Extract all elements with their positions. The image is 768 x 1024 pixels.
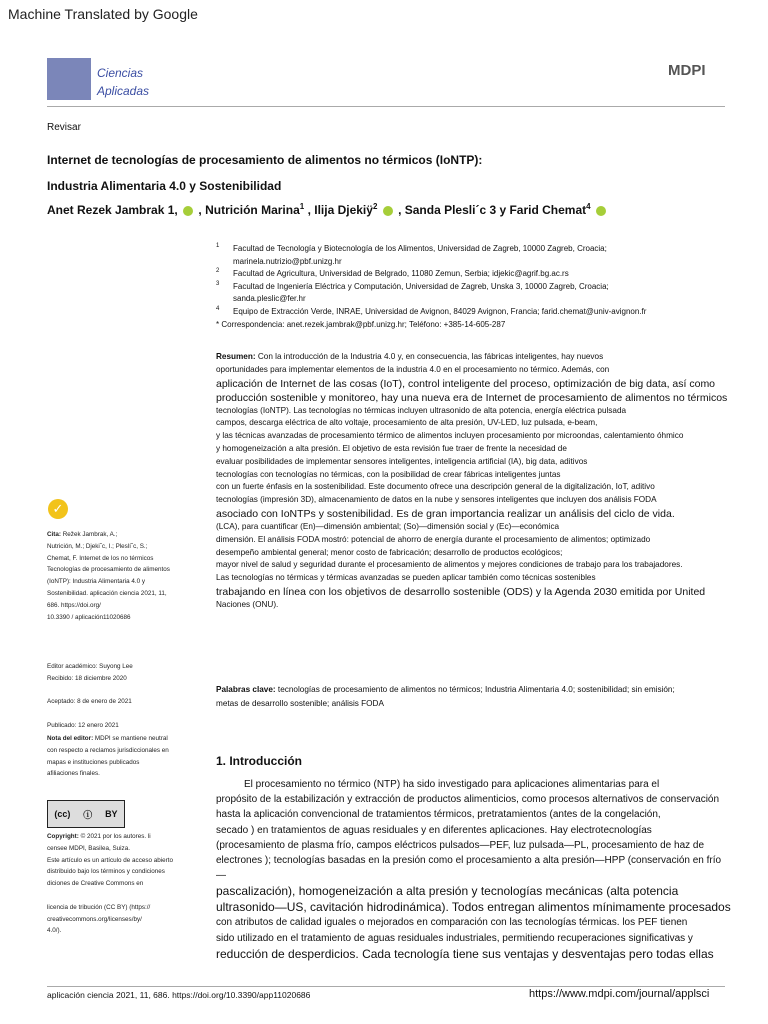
- paragraph-line: El procesamiento no térmico (NTP) ha sido investigado para aplicaciones alimentarias para el: [244, 779, 660, 790]
- abstract-line: producción sostenible y monitoreo, hay una nueva era de Internet de procesamiento de alimentos no térmicos: [216, 391, 728, 404]
- sidebar-line: Recibido: 18 diciembre 2020: [47, 674, 127, 682]
- paragraph-line: hasta la aplicación convencional de tratamientos térmicos, pretratamientos (antes de la congelación,: [216, 809, 661, 821]
- publisher-logo: MDPI: [668, 62, 706, 79]
- abstract: Resumen: Con la introducción de la Industria 4.0 y, en consecuencia, las fábricas inteligentes, hay nuevos oportunidades para implementar elementos de la industria 4.0 en el procesamiento no térmico. Además, con aplicación de Internet de las cosas (IoT), control inteligente del proceso, optimización de big data, así como producción sostenible y monitoreo, hay una nueva era de Internet de procesamiento de alimentos no térmicos tecnologías (IoNTP). Las tecnologías no térmicas incluyen ultrasonido de alta potencia, energía eléctrica pulsada campos, descarga eléctrica de alto voltaje, procesamiento de alta presión, UV-LED, luz pulsada, e-beam, y las técnicas avanzadas de procesamiento térmico de alimentos incluyen procesamiento por microondas, calentamiento óhmico y homogeneización a alta presión. El objetivo de esta revisión fue traer de frente la necesidad de evaluar posibilidades de implementar sensores inteligentes, inteligencia artificial (IA), big data, aditivos tecnologías con tecnologías no térmicas, con la posibilidad de crear fábricas inteligentes juntas con un fuerte énfasis en la sostenibilidad. Este documento ofrece una descripción general de la digitalización, IoT, aditivo tecnologías (impresión 3D), almacenamiento de datos en la nube y sensores inteligentes que incluyen dos análisis FODA asociado con IoNTPs y sostenibilidad. Es de gran importancia realizar un análisis del ciclo de vida. (LCA), para cuantificar (En)—dimensión ambiental; (So)—dimensión social y (Ec)—económica dimensión. El análisis FODA mostró: potencial de ahorro de energía durante el procesamiento de alimentos; optimizado desempeño ambiental general; menor costo de fabricación; desarrollo de productos ecológicos; mayor nivel de salud y seguridad durante el procesamiento de alimentos y mejores condiciones de trabajo para los trabajadores. Las tecnologías no térmicas y térmicas avanzadas se pueden aplicar también como técnicas sostenibles trabajando en línea con los objetivos de desarrollo sostenible (ODS) y la Agenda 2030 emitida por United Naciones (ONU).: [216, 351, 731, 612]
- sidebar-line: 10.3390 / aplicación11020686: [47, 613, 131, 621]
- sidebar-line: [47, 685, 197, 697]
- abstract-line: tecnologías (impresión 3D), almacenamiento de datos en la nube y sensores inteligentes que incluyen dos análisis FODA: [216, 495, 657, 505]
- abstract-line: y las técnicas avanzadas de procesamiento térmico de alimentos incluyen procesamiento por microondas, calentamiento óhmico: [216, 431, 684, 441]
- orcid-icon[interactable]: [383, 206, 393, 216]
- affiliation-item: 4 Equipo de Extracción Verde, INRAE, Universidad de Avignon, 84029 Avignon, Francia; farid.chemat@univ-avignon.fr: [216, 305, 647, 316]
- machine-translation-banner: Machine Translated by Google: [8, 6, 198, 22]
- publication-dates: [47, 661, 197, 732]
- paragraph-line: (procesamiento de plasma frío, campos eléctricos pulsados—PEF, luz pulsada—PL, procesamiento de haz de: [216, 839, 705, 851]
- sidebar-line: afiliaciones finales.: [47, 770, 100, 778]
- footer-citation: aplicación ciencia 2021, 11, 686. https://doi.org/10.3390/app11020686: [47, 990, 311, 1000]
- abstract-line: aplicación de Internet de las cosas (IoT), control inteligente del proceso, optimización de big data, así como: [216, 377, 716, 390]
- abstract-line: tecnologías (IoNTP). Las tecnologías no térmicas incluyen ultrasonido de alta potencia, energía eléctrica pulsada: [216, 405, 627, 415]
- sidebar-line: mapas e instituciones publicados: [47, 758, 140, 766]
- sidebar-line: Editor académico: Suyong Lee: [47, 663, 133, 670]
- sidebar-line: diciones de Creative Commons en: [47, 880, 144, 888]
- header-divider: [47, 106, 725, 107]
- sidebar-line: 686. https://doi.org/: [47, 601, 101, 609]
- paragraph-line: electrones ); tecnologías basadas en la presión como el procesamiento a alta presión—HPP (conservación en frío—: [216, 855, 722, 882]
- abstract-line: campos, descarga eléctrica de alto voltaje, procesamiento de alta presión, UV-LED, luz pulsada, e-beam,: [216, 418, 598, 428]
- sidebar-line: Tecnologías de procesamiento de alimentos: [47, 566, 170, 574]
- abstract-line: Naciones (ONU).: [216, 599, 279, 609]
- sidebar-line: Publicado: 12 enero 2021: [47, 721, 119, 729]
- introduction-text: [216, 777, 731, 962]
- paragraph-line: reducción de desperdicios. Cada tecnología tiene sus ventajas y desventajas pero todas ellas: [216, 946, 714, 961]
- abstract-line: evaluar posibilidades de implementar sensores inteligentes, inteligencia artificial (IA), big data, aditivos: [216, 456, 588, 466]
- sidebar-line: Chemat, F. Internet de los no térmicos: [47, 554, 154, 562]
- sidebar-line: Este artículo es un artículo de acceso abierto: [47, 856, 174, 864]
- sidebar-line: Nutrición, M.; Djekiˇc, I.; Pleslíˇc, S.;: [47, 542, 148, 550]
- orcid-icon[interactable]: [596, 206, 606, 216]
- article-type: Revisar: [47, 122, 81, 133]
- paragraph-line: sido utilizado en el tratamiento de aguas residuales industriales, permitiendo recuperaciones significativas y: [216, 932, 693, 944]
- cc-by-license-icon[interactable]: (cc) ⓘ BY: [47, 800, 125, 828]
- sidebar-line: Cita: Režek Jambrak, A.;: [47, 531, 118, 538]
- sidebar-line: (IoNTP): Industria Alimentaria 4.0 y: [47, 578, 145, 586]
- sidebar-line: Nota del editor: MDPI se mantiene neutral: [47, 735, 168, 742]
- sidebar-label: Copyright:: [47, 833, 79, 840]
- section-heading: 1. Introducción: [216, 754, 303, 768]
- orcid-icon[interactable]: [183, 206, 193, 216]
- abstract-line: dimensión. El análisis FODA mostró: potencial de ahorro de energía durante el procesamiento de alimentos; optimizado: [216, 534, 651, 544]
- sidebar-line: distribuido bajo los términos y condiciones: [47, 868, 165, 876]
- affiliation-item: 1 Facultad de Tecnología y Biotecnología de los Alimentos, Universidad de Zagreb, 10000 Zagreb, Croacia; marinela.nutrizio@pbf.unizg.hr: [216, 243, 607, 266]
- article-title: Internet de tecnologías de procesamiento de alimentos no térmicos (IoNTP): Industria Alimentaria 4.0 y Sostenibilidad: [47, 153, 483, 193]
- sidebar-line: censee MDPI, Basilea, Suiza.: [47, 844, 130, 852]
- sidebar-line: creativecommons.org/licenses/by/: [47, 915, 142, 923]
- sidebar-label: Cita:: [47, 531, 61, 538]
- abstract-line: desempeño ambiental general; menor costo de fabricación; desarrollo de productos ecológicos;: [216, 547, 563, 557]
- abstract-line: Las tecnologías no térmicas y térmicas avanzadas se pueden aplicar también como técnicas sostenibles: [216, 573, 596, 583]
- paragraph-line: propósito de la estabilización y extracción de productos alimenticios, como procesos alternativos de conservación: [216, 794, 720, 806]
- affiliations: [216, 243, 726, 331]
- journal-logo-icon: [47, 58, 91, 100]
- abstract-line: trabajando en línea con los objetivos de desarrollo sostenible (ODS) y la Agenda 2030 emitida por United: [216, 585, 706, 598]
- journal-name: Ciencias Aplicadas: [97, 66, 150, 98]
- abstract-line: (LCA), para cuantificar (En)—dimensión ambiental; (So)—dimensión social y (Ec)—económica: [216, 521, 560, 531]
- abstract-line: asociado con IoNTPs y sostenibilidad. Es de gran importancia realizar un análisis del ciclo de vida.: [216, 507, 675, 520]
- abstract-line: y homogeneización a alta presión. El objetivo de esta revisión fue traer de frente la necesidad de: [216, 443, 567, 453]
- sidebar-label: Nota del editor:: [47, 735, 94, 742]
- check-for-updates-icon[interactable]: ✓: [48, 499, 68, 519]
- footer-divider: [47, 986, 725, 987]
- abstract-line: tecnologías con tecnologías no térmicas, con la posibilidad de crear fábricas inteligentes juntas: [216, 469, 561, 479]
- affiliation-item: 2 Facultad de Agricultura, Universidad de Belgrado, 11080 Zemun, Serbia; idjekic@agrif.bg.ac.rs: [216, 268, 569, 279]
- copyright: [47, 831, 197, 937]
- sidebar-line: [47, 890, 197, 902]
- sidebar-line: Aceptado: 8 de enero de 2021: [47, 698, 132, 706]
- paragraph-line: pascalización), homogeneización a alta presión y tecnologías mecánicas (alta potencia: [216, 884, 679, 899]
- publisher-note: [47, 733, 197, 780]
- abstract-line: mayor nivel de salud y seguridad durante el procesamiento de alimentos y mejores condiciones de trabajo para los trabajadores.: [216, 560, 683, 570]
- sidebar-line: con respecto a reclamos jurisdiccionales en: [47, 746, 169, 754]
- paragraph-line: secado ) en tratamientos de aguas residuales y en diferentes aplicaciones. Hay electrotecnologías: [216, 824, 652, 836]
- correspondence: * Correspondencia: anet.rezek.jambrak@pbf.unizg.hr; Teléfono: +385-14-605-287: [216, 319, 506, 329]
- sidebar-line: Copyright: © 2021 por los autores. li: [47, 833, 151, 840]
- sidebar-line: licencia de tribución (CC BY) (https://: [47, 903, 151, 911]
- abstract-line: con un fuerte énfasis en la sostenibilidad. Este documento ofrece una descripción general de la digitalización, IoT, aditivo: [216, 482, 655, 492]
- abstract-line: oportunidades para implementar elementos de la industria 4.0 en el procesamiento no térmico. Además, con: [216, 364, 610, 374]
- sidebar-line: [47, 708, 197, 720]
- paragraph-line: ultrasonido—US, cavitación hidrodinámica). Todos entregan alimentos mínimamente procesados: [216, 900, 731, 915]
- citation: [47, 529, 197, 623]
- sidebar-line: Sostenibilidad. aplicación ciencia 2021, 11,: [47, 589, 167, 597]
- author-list: Anet Rezek Jambrak 1, , Nutrición Marina$^1$ , Ilija Djekiÿ$^2$ , Sanda Plesli´c 3 y Farid Chemat$^4$: [47, 202, 608, 217]
- paragraph-line: con atributos de calidad iguales o mejorados en comparación con las tecnologías térmicas. los PEF tienen: [216, 917, 688, 929]
- keywords: Palabras clave: tecnologías de procesamiento de alimentos no térmicos; Industria Alimentaria 4.0; sostenibilidad; sin emisión; metas de desarrollo sostenible; análisis FODA: [216, 685, 675, 708]
- affiliation-item: 3 Facultad de Ingeniería Eléctrica y Computación, Universidad de Zagreb, Unska 3, 10000 Zagreb, Croacia; sanda.pleslic@fer.hr: [216, 280, 609, 304]
- sidebar-line: 4.0/).: [47, 927, 62, 935]
- footer-journal-url[interactable]: https://www.mdpi.com/journal/applsci: [529, 988, 710, 1000]
